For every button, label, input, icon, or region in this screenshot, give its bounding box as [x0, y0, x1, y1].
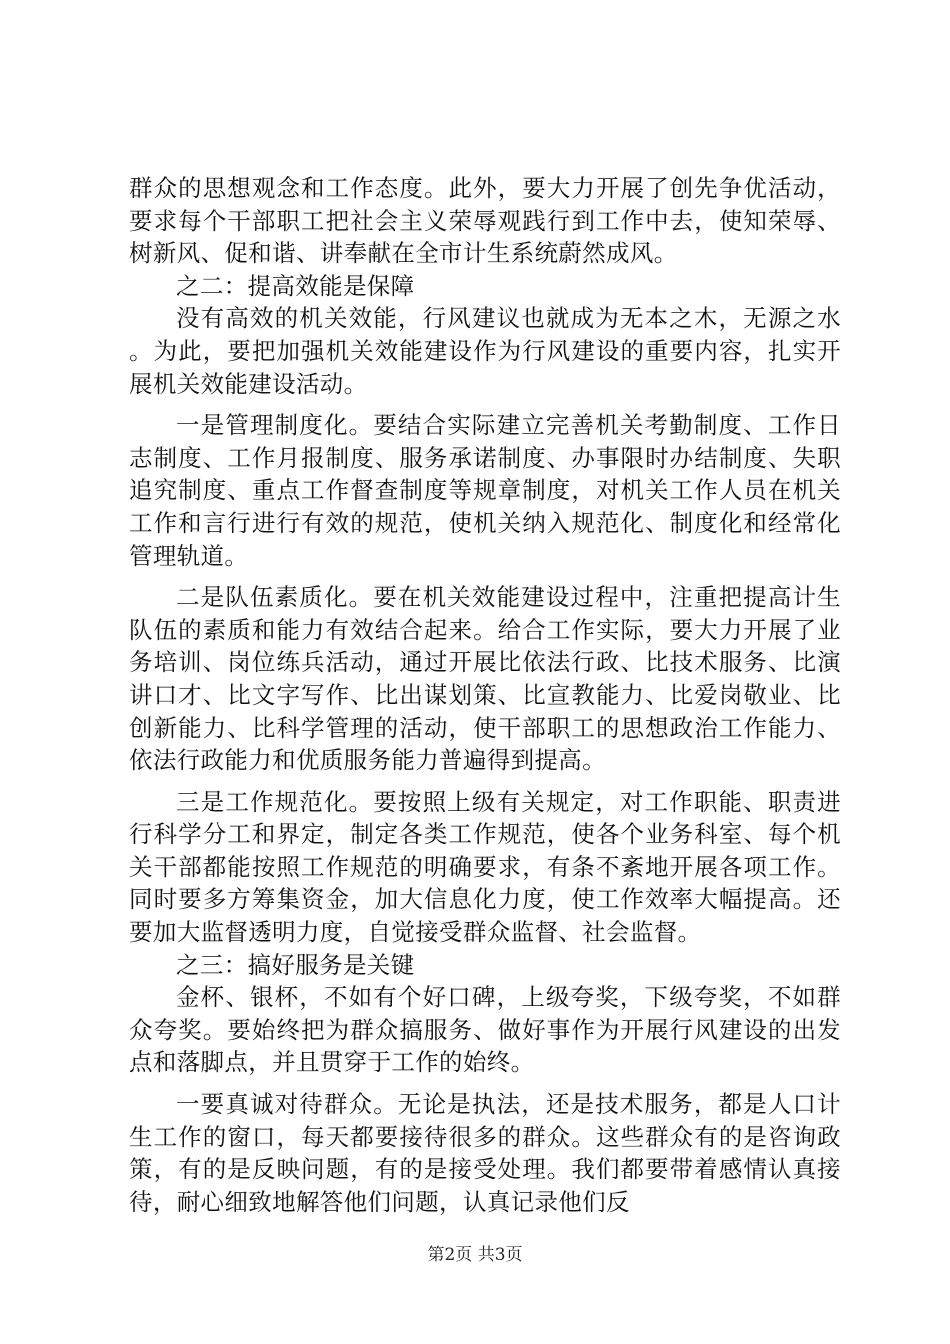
- document-body: [129, 172, 841, 1218]
- paragraph-continuation: 群众的思想观念和工作态度。此外，要大力开展了创先争优活动，要求每个干部职工把社会主义荣辱观践行到工作中去，使知荣辱、树新风、促和谐、讲奉献在全市计生系统蔚然成风。: [129, 174, 841, 268]
- paragraph: 金杯、银杯，不如有个好口碑，上级夸奖，下级夸奖，不如群众夸奖。要始终把为群众搞服务、做好事作为开展行风建设的出发点和落脚点，并且贯穿于工作的始终。: [129, 983, 841, 1077]
- paragraph: 一要真诚对待群众。无论是执法，还是技术服务，都是人口计生工作的窗口，每天都要接待很多的群众。这些群众有的是咨询政策，有的是反映问题，有的是接受处理。我们都要带着感情认真接待，耐心细致地解答他们问题，认真记录他们反: [129, 1090, 841, 1216]
- paragraph: 没有高效的机关效能，行风建议也就成为无本之木，无源之水。为此，要把加强机关效能建设作为行风建设的重要内容，扎实开展机关效能建设活动。: [129, 304, 841, 398]
- paragraph: 二是队伍素质化。要在机关效能建设过程中，注重把提高计生队伍的素质和能力有效结合起来。给合工作实际，要大力开展了业务培训、岗位练兵活动，通过开展比依法行政、比技术服务、比演讲口才、比文字写作、比出谋划策、比宣教能力、比爱岗敬业、比创新能力、比科学管理的活动，使干部职工的思想政治工作能力、依法行政能力和优质服务能力普遍得到提高。: [129, 583, 841, 775]
- page-number-footer: 第2页 共3页: [427, 1245, 523, 1265]
- paragraph: 三是工作规范化。要按照上级有关规定，对工作职能、职责进行科学分工和界定，制定各类工作规范，使各个业务科室、每个机关干部都能按照工作规范的明确要求，有条不紊地开展各项工作。同时要多方筹集资金，加大信息化力度，使工作效率大幅提高。还要加大监督透明力度，自觉接受群众监督、社会监督。: [129, 787, 841, 947]
- section-heading-3: 之三：搞好服务是关键: [176, 950, 415, 979]
- section-heading-2: 之二：提高效能是保障: [176, 271, 415, 300]
- paragraph: 一是管理制度化。要结合实际建立完善机关考勤制度、工作日志制度、工作月报制度、服务承诺制度、办事限时办结制度、失职追究制度、重点工作督查制度等规章制度，对机关工作人员在机关工作和言行进行有效的规范，使机关纳入规范化、制度化和经常化管理轨道。: [129, 411, 841, 570]
